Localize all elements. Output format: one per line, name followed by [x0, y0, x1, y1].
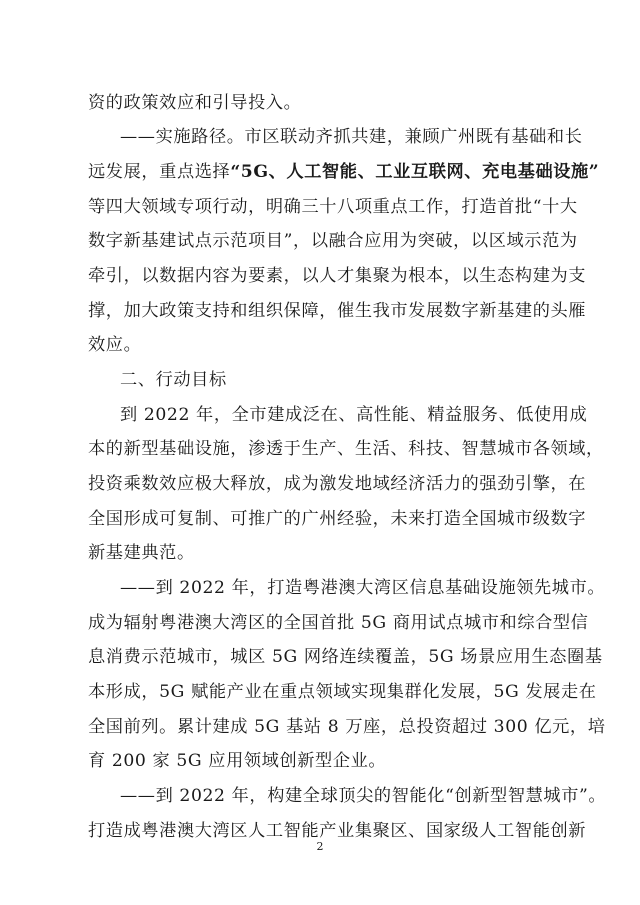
- paragraph-line: 效应。: [88, 335, 142, 355]
- paragraph-line: 撑，加大政策支持和组织保障，催生我市发展数字新基建的头雁: [88, 301, 587, 321]
- paragraph-line: 到 2022 年，全市建成泛在、高性能、精益服务、低使用成: [120, 405, 588, 425]
- section-heading: 二、行动目标: [120, 370, 227, 390]
- paragraph-line: 育 200 家 5G 应用领域创新型企业。: [88, 751, 387, 771]
- paragraph-line: 打造成粤港澳大湾区人工智能产业集聚区、国家级人工智能创新: [88, 821, 587, 841]
- paragraph-line: 成为辐射粤港澳大湾区的全国首批 5G 商用试点城市和综合型信: [88, 613, 589, 633]
- paragraph-line: 牵引，以数据内容为要素，以人才集聚为根本，以生态构建为支: [88, 266, 587, 286]
- paragraph-text: 远发展，重点选择: [88, 162, 231, 182]
- paragraph-line: 息消费示范城市，城区 5G 网络连续覆盖，5G 场景应用生态圈基: [88, 647, 603, 667]
- page-number: 2: [316, 840, 324, 853]
- paragraph-line: 全国前列。累计建成 5G 基站 8 万座，总投资超过 300 亿元，培: [88, 717, 606, 737]
- paragraph-line: ——到 2022 年，构建全球顶尖的智能化“创新型智慧城市”。: [120, 786, 607, 806]
- paragraph-line: 全国形成可复制、可推广的广州经验，未来打造全国城市级数字: [88, 509, 587, 529]
- highlighted-text: “5G、人工智能、工业互联网、充电基础设施”: [230, 162, 600, 182]
- paragraph-line: [88, 160, 600, 184]
- paragraph-line: 本的新型基础设施，渗透于生产、生活、科技、智慧城市各领域，: [88, 439, 604, 459]
- paragraph-line: 等四大领域专项行动，明确三十八项重点工作，打造首批“十大: [88, 197, 578, 217]
- paragraph-line: 新基建典范。: [88, 543, 195, 563]
- paragraph-line: ——到 2022 年，打造粤港澳大湾区信息基础设施领先城市。: [120, 578, 606, 598]
- paragraph-line: ——实施路径。市区联动齐抓共建，兼顾广州既有基础和长: [120, 127, 583, 147]
- paragraph-line: 数字新基建试点示范项目”，以融合应用为突破，以区域示范为: [88, 231, 578, 251]
- paragraph-line: 投资乘数效应极大释放，成为激发地域经济活力的强劲引擎，在: [88, 474, 587, 494]
- paragraph-line: 资的政策效应和引导投入。: [88, 93, 302, 113]
- paragraph-line: 本形成，5G 赋能产业在重点领域实现集群化发展，5G 发展走在: [88, 682, 597, 702]
